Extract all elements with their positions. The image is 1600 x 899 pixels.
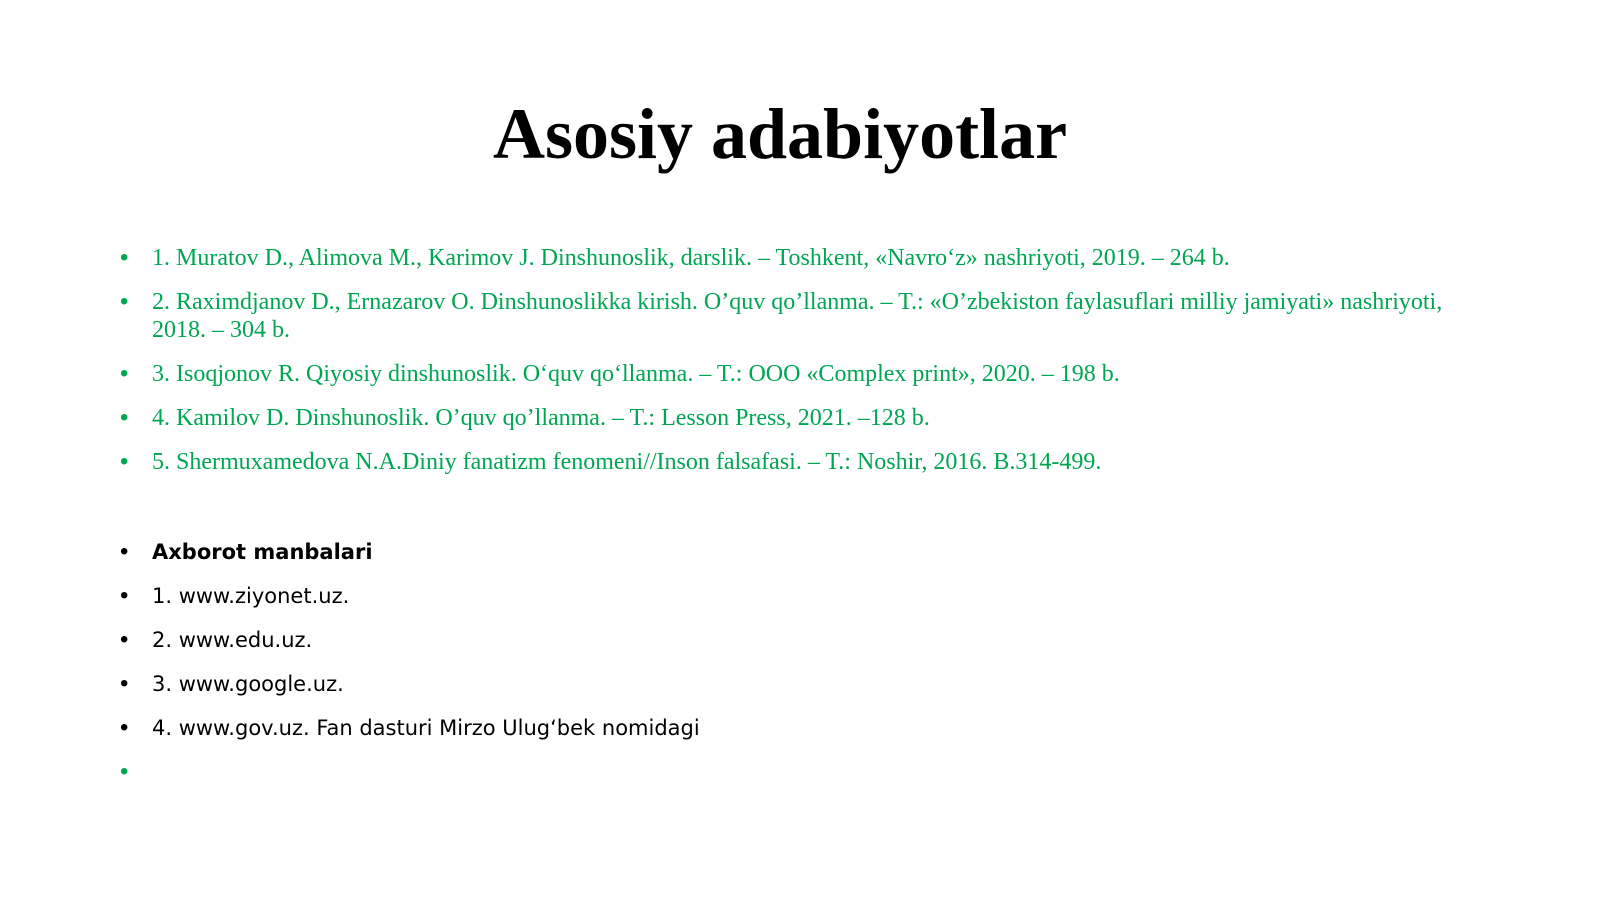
- source-item: [120, 626, 1480, 654]
- bullet-icon: •: [120, 288, 129, 315]
- slide-title: Asosiy adabiyotlar: [492, 94, 1068, 174]
- literature-text: 4. Kamilov D. Dinshunoslik. O’quv qo’llanma. – T.: Lesson Press, 2021. –128 b.: [152, 405, 930, 431]
- source-text: 2. www.edu.uz.: [152, 628, 313, 652]
- literature-text: 1. Muratov D., Alimova M., Karimov J. Dinshunoslik, darslik. – Toshkent, «Navro‘z» nashriyoti, 2019. – 264 b.: [152, 245, 1230, 271]
- bullet-icon: •: [120, 538, 129, 565]
- literature-item: [120, 244, 1480, 272]
- bullet-icon: •: [120, 448, 129, 475]
- bullet-icon: •: [120, 404, 129, 431]
- source-text: 1. www.ziyonet.uz.: [152, 584, 350, 608]
- source-item: [120, 714, 1480, 742]
- literature-item: [120, 404, 1480, 432]
- source-item: [120, 670, 1480, 698]
- sources-heading: Axborot manbalari: [152, 540, 373, 564]
- literature-text: 5. Shermuxamedova N.A.Diniy fanatizm fenomeni//Inson falsafasi. – T.: Noshir, 2016. B.314-499.: [152, 449, 1102, 475]
- bullet-icon: •: [120, 714, 129, 741]
- bullet-icon: •: [120, 244, 129, 271]
- empty-list-item: [120, 758, 1480, 786]
- bullet-icon: •: [120, 626, 129, 653]
- source-item: [120, 582, 1480, 610]
- source-text: 3. www.google.uz.: [152, 672, 344, 696]
- section-spacer: [120, 492, 1480, 538]
- bullet-icon: •: [120, 758, 129, 785]
- literature-text: 2. Raximdjanov D., Ernazarov O. Dinshunoslikka kirish. O’quv qo’llanma. – T.: «O’zbekiston faylasuflari milliy jamiyati» nashriyoti, 2018. – 304 b.: [152, 289, 1443, 343]
- bullet-icon: •: [120, 582, 129, 609]
- bullet-icon: •: [120, 670, 129, 697]
- sources-heading-item: [120, 538, 1480, 566]
- literature-item: [120, 288, 1480, 344]
- literature-text: 3. Isoqjonov R. Qiyosiy dinshunoslik. O‘quv qo‘llanma. – T.: OOO «Complex print», 2020. – 198 b.: [152, 361, 1120, 387]
- source-text: 4. www.gov.uz. Fan dasturi Mirzo Ulug‘bek nomidagi: [152, 716, 700, 740]
- literature-item: [120, 448, 1480, 476]
- literature-item: [120, 360, 1480, 388]
- content-list: [120, 244, 1480, 786]
- bullet-icon: •: [120, 360, 129, 387]
